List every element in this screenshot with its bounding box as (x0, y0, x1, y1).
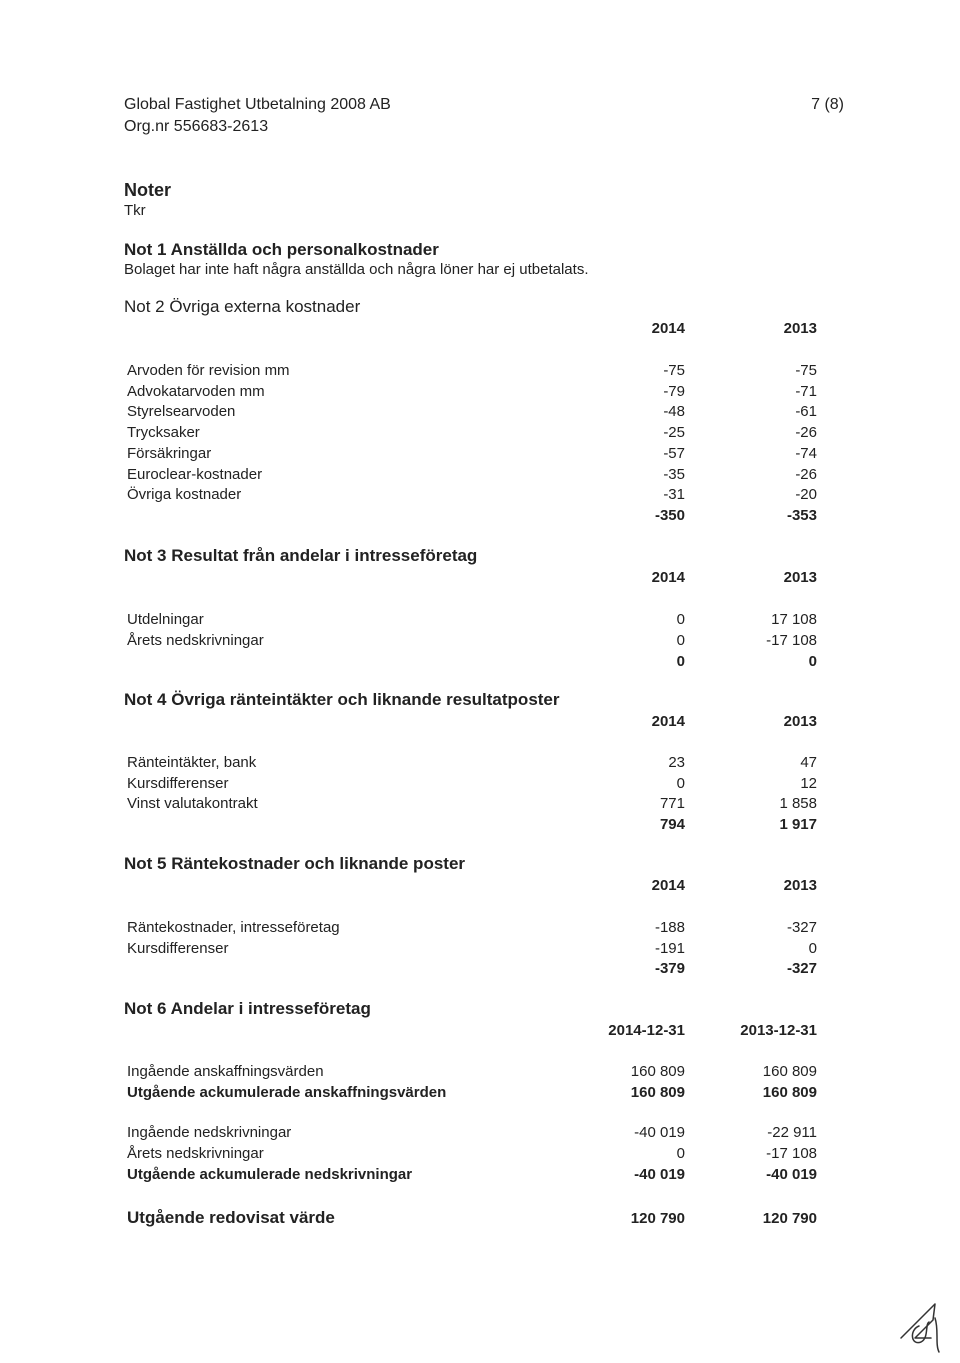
not3-row-value-col1: 0 (676, 611, 685, 628)
not5-col-2013: 2013 (783, 877, 817, 894)
not6-row-value-col1: -40 019 (634, 1124, 685, 1142)
not5-row-value-col1: -188 (654, 919, 685, 936)
not4-row-value-col1: 23 (668, 754, 685, 771)
not6-row-label: Årets nedskrivningar (127, 1145, 264, 1163)
unit-label: Tkr (124, 202, 146, 219)
not5-row-value-col2: 0 (808, 939, 817, 957)
not5-title: Not 5 Räntekostnader och liknande poster (124, 854, 466, 873)
not2-row-value-col2: -75 (795, 362, 817, 379)
not5-row-value-col1: -191 (654, 939, 685, 957)
not2-row-value-col1: -31 (663, 486, 685, 504)
not4-row-value-col1: 0 (676, 774, 685, 792)
not5-row-label: Kursdifferenser (127, 939, 229, 957)
not3-col-2013: 2013 (783, 569, 817, 586)
not2-row-value-col1: -57 (663, 444, 685, 462)
not2-row-label: Arvoden för revision mm (127, 362, 290, 379)
not2-row-label: Övriga kostnader (127, 486, 242, 504)
not6-final-2014: 120 790 (630, 1210, 685, 1227)
not6-title: Not 6 Andelar i intresseföretag (124, 999, 371, 1018)
not2-row-value-col1: -35 (663, 465, 685, 483)
not3-row-value-col2: -17 108 (766, 631, 817, 649)
org-number: Org.nr 556683-2613 (124, 118, 269, 135)
not4-row-value-col2: 12 (800, 774, 817, 792)
not2-row-value-col2: -61 (795, 403, 817, 421)
page-title: Noter (124, 180, 172, 200)
not2-row-value-col2: -20 (795, 486, 817, 504)
not3-row-value-col1: 0 (676, 631, 685, 649)
not2-row-label: Trycksaker (127, 424, 200, 442)
not6-row-value-col2: -22 911 (767, 1124, 817, 1142)
not2-total-2014: -350 (654, 507, 685, 524)
not4-row-label: Vinst valutakontrakt (127, 795, 258, 813)
not2-row-value-col1: -48 (663, 403, 685, 421)
not2-total-2013: -353 (786, 507, 817, 524)
not5-col-2014: 2014 (651, 877, 685, 894)
not4-total-2013: 1 917 (779, 816, 817, 833)
not2-row-value-col2: -26 (795, 465, 817, 483)
not6-col-2014: 2014-12-31 (608, 1022, 685, 1039)
not4-total-2014: 794 (659, 816, 685, 833)
not6-row-label: Ingående nedskrivningar (127, 1124, 292, 1142)
not3-row-value-col2: 17 108 (771, 611, 817, 628)
not1-title: Not 1 Anställda och personalkostnader (124, 240, 439, 259)
not2-row-label: Euroclear-kostnader (127, 465, 263, 483)
not6-final-2013: 120 790 (762, 1210, 817, 1227)
not3-total-2013: 0 (808, 653, 817, 670)
not4-title: Not 4 Övriga ränteintäkter och liknande resultatposter (124, 690, 560, 709)
not2-row-label: Advokatarvoden mm (127, 382, 265, 400)
not2-col-2013: 2013 (783, 320, 817, 337)
not4-row-value-col1: 771 (659, 795, 685, 813)
not4-row-label: Ränteintäkter, bank (127, 754, 257, 771)
not3-col-2014: 2014 (651, 569, 685, 586)
not2-row-value-col2: -74 (795, 444, 817, 462)
not6-final-label: Utgående redovisat värde (127, 1208, 335, 1227)
not4-row-value-col2: 47 (800, 754, 817, 771)
not6-row-label: Utgående ackumulerade nedskrivningar (127, 1165, 413, 1183)
not6-row-value-col1: 160 809 (630, 1063, 685, 1080)
company-name: Global Fastighet Utbetalning 2008 AB (124, 96, 391, 113)
not5-total-2014: -379 (654, 960, 685, 977)
not2-row-value-col2: -26 (795, 424, 817, 442)
not2-row-label: Styrelsearvoden (127, 403, 236, 421)
not2-row-value-col1: -79 (663, 382, 685, 400)
not3-row-label: Utdelningar (127, 611, 204, 628)
not5-row-label: Räntekostnader, intresseföretag (127, 919, 340, 936)
not5-total-2013: -327 (786, 960, 817, 977)
not4-col-2013: 2013 (783, 713, 817, 730)
not6-row-value-col2: -40 019 (766, 1165, 817, 1183)
not6-row-value-col2: -17 108 (766, 1145, 817, 1163)
not1-text: Bolaget har inte haft några anställda och några löner har ej utbetalats. (124, 261, 589, 278)
not2-row-value-col2: -71 (795, 382, 817, 400)
not6-row-value-col2: 160 809 (762, 1083, 817, 1101)
not5-row-value-col2: -327 (786, 919, 817, 936)
not6-row-value-col2: 160 809 (762, 1063, 817, 1080)
not6-row-label: Utgående ackumulerade anskaffningsvärden (127, 1083, 447, 1101)
not3-row-label: Årets nedskrivningar (127, 631, 264, 649)
not6-row-value-col1: 160 809 (630, 1083, 685, 1101)
not6-row-label: Ingående anskaffningsvärden (127, 1063, 324, 1080)
not2-row-value-col1: -25 (663, 424, 685, 442)
signature-initials-icon (895, 1300, 945, 1355)
not3-title: Not 3 Resultat från andelar i intresseföretag (124, 546, 478, 565)
not2-col-2014: 2014 (651, 320, 685, 337)
not4-row-label: Kursdifferenser (127, 774, 229, 792)
not6-row-value-col1: 0 (676, 1145, 685, 1163)
not2-title: Not 2 Övriga externa kostnader (124, 297, 361, 316)
page-number: 7 (8) (811, 96, 844, 113)
not4-row-value-col2: 1 858 (779, 795, 817, 813)
not4-col-2014: 2014 (651, 713, 685, 730)
not6-row-value-col1: -40 019 (634, 1165, 685, 1183)
not3-total-2014: 0 (676, 653, 685, 670)
not2-row-label: Försäkringar (127, 444, 212, 462)
not6-col-2013: 2013-12-31 (740, 1022, 817, 1039)
not2-row-value-col1: -75 (663, 362, 685, 379)
